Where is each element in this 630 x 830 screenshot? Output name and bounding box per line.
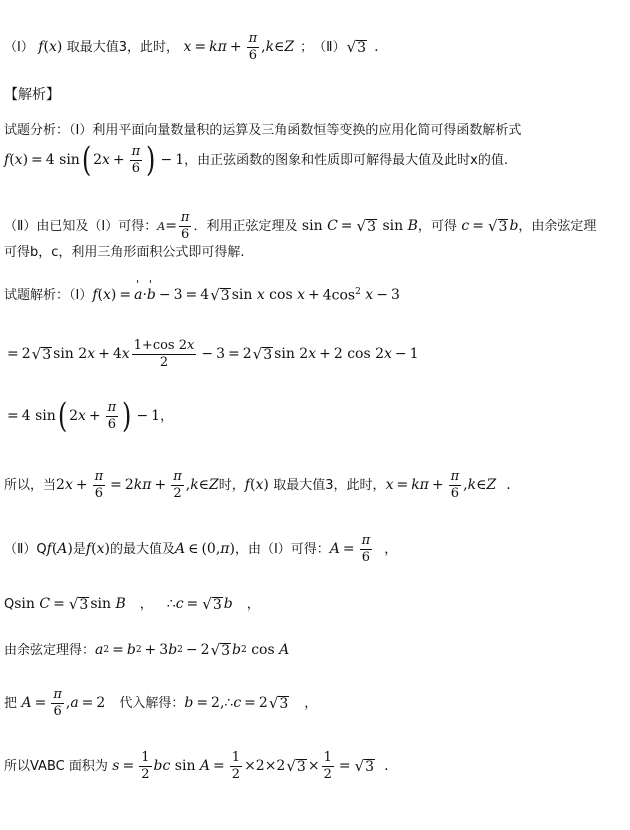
analysis-intro: 试题分析：（Ⅰ）利用平面向量数量积的运算及三角函数恒等变换的应用化简可得函数解析式: [4, 123, 522, 138]
sqrt3: √ 3: [346, 38, 367, 57]
answer-part2-label: （Ⅱ）: [313, 39, 346, 55]
solution-part2-line3: 由余弦定理得： a 2 = b 2 + 3 b 2 − 2 √ 3 b 2 cos A: [4, 641, 290, 659]
answer-line: （Ⅰ） f ( x ) 取最大值3，此时， x = kπ + $\frac{\pi}{6}$ , k∈Z ； （Ⅱ） √ 3 .: [4, 31, 379, 63]
analysis-line4: 可得b，c，利用三角形面积公式即可得解.: [4, 245, 245, 260]
answer-part1-text: 取最大值3，此时，: [66, 39, 180, 55]
formula-fx: f: [33, 39, 44, 56]
analysis-line2-tail: ，由正弦函数的图象和性质即可解得最大值及此时x的值.: [184, 152, 508, 168]
solution-line4: 所以，当 2 x + $\frac{\pi}{6}$ = 2 kπ + $\frac{\pi}{2}$ , k∈Z 时， f ( x ) 取最大值3，此时， x = kπ + $\frac{\pi}{6}$ , k∈Z .: [4, 468, 511, 501]
answer-sep: ；: [300, 39, 314, 55]
solution-part2-line1: （Ⅱ）Q f ( A ) 是 f ( x ) 的最大值及 A ∈ (0, π ) ，由（Ⅰ）可得： A = $\frac{\pi}{6}$ ，: [4, 532, 398, 565]
answer-part1-cond: k∈Z: [265, 39, 295, 56]
analysis-formula-line: f ( x ) = 4 sin ( 2 x + $\frac{\pi}{6}$ ) − 1 ，由正弦函数的图象和性质即可解得最大值及此时x的值.: [4, 140, 508, 180]
answer-end: .: [374, 39, 379, 56]
solution-line2: = 2 √ 3 sin 2 x + 4 x $\frac{1+\cos 2x}{2}$ − 3 = 2 √ 3 sin 2 x + 2 cos 2 x − 1: [7, 337, 419, 370]
analysis-part2-line: （Ⅱ）由已知及（Ⅰ）可得： A = $\frac{\pi}{6}$ ．利用正弦定理及 sin C = √ 3 sin B ，可得 c = √ 3 b ，由余弦定理: [4, 209, 597, 242]
fraction-pi-6: $\frac{\pi}{6}$: [248, 31, 258, 63]
section-heading: 【解析】: [4, 87, 60, 103]
solution-part2-line4: 把 A = $\frac{\pi}{6}$ , a = 2 代入解得： b = 2,∴ c = 2 √ 3 ，: [4, 686, 318, 719]
solution-line3: = 4 sin ( 2 x + $\frac{\pi}{6}$ ) − 1 ，: [7, 396, 174, 436]
solution-line1: 试题解析：（Ⅰ） f ( x ) = ' a · ' b − 3 = 4 √ 3 sin x cos x + $4\cos^2$ x − 3: [4, 287, 400, 303]
solution-part2-line5: 所以VABC 面积为 s = $\frac{1}{2}$ bc sin A = $\frac{1}{2}$ ×2×2 √ 3 × $\frac{1}{2}$ = √ 3 .: [4, 749, 389, 782]
solution-part2-line2: Q sin C = √ 3 sin B ， ∴ c = √ 3 b ，: [4, 595, 260, 613]
answer-part1-label: （Ⅰ）: [4, 39, 34, 55]
